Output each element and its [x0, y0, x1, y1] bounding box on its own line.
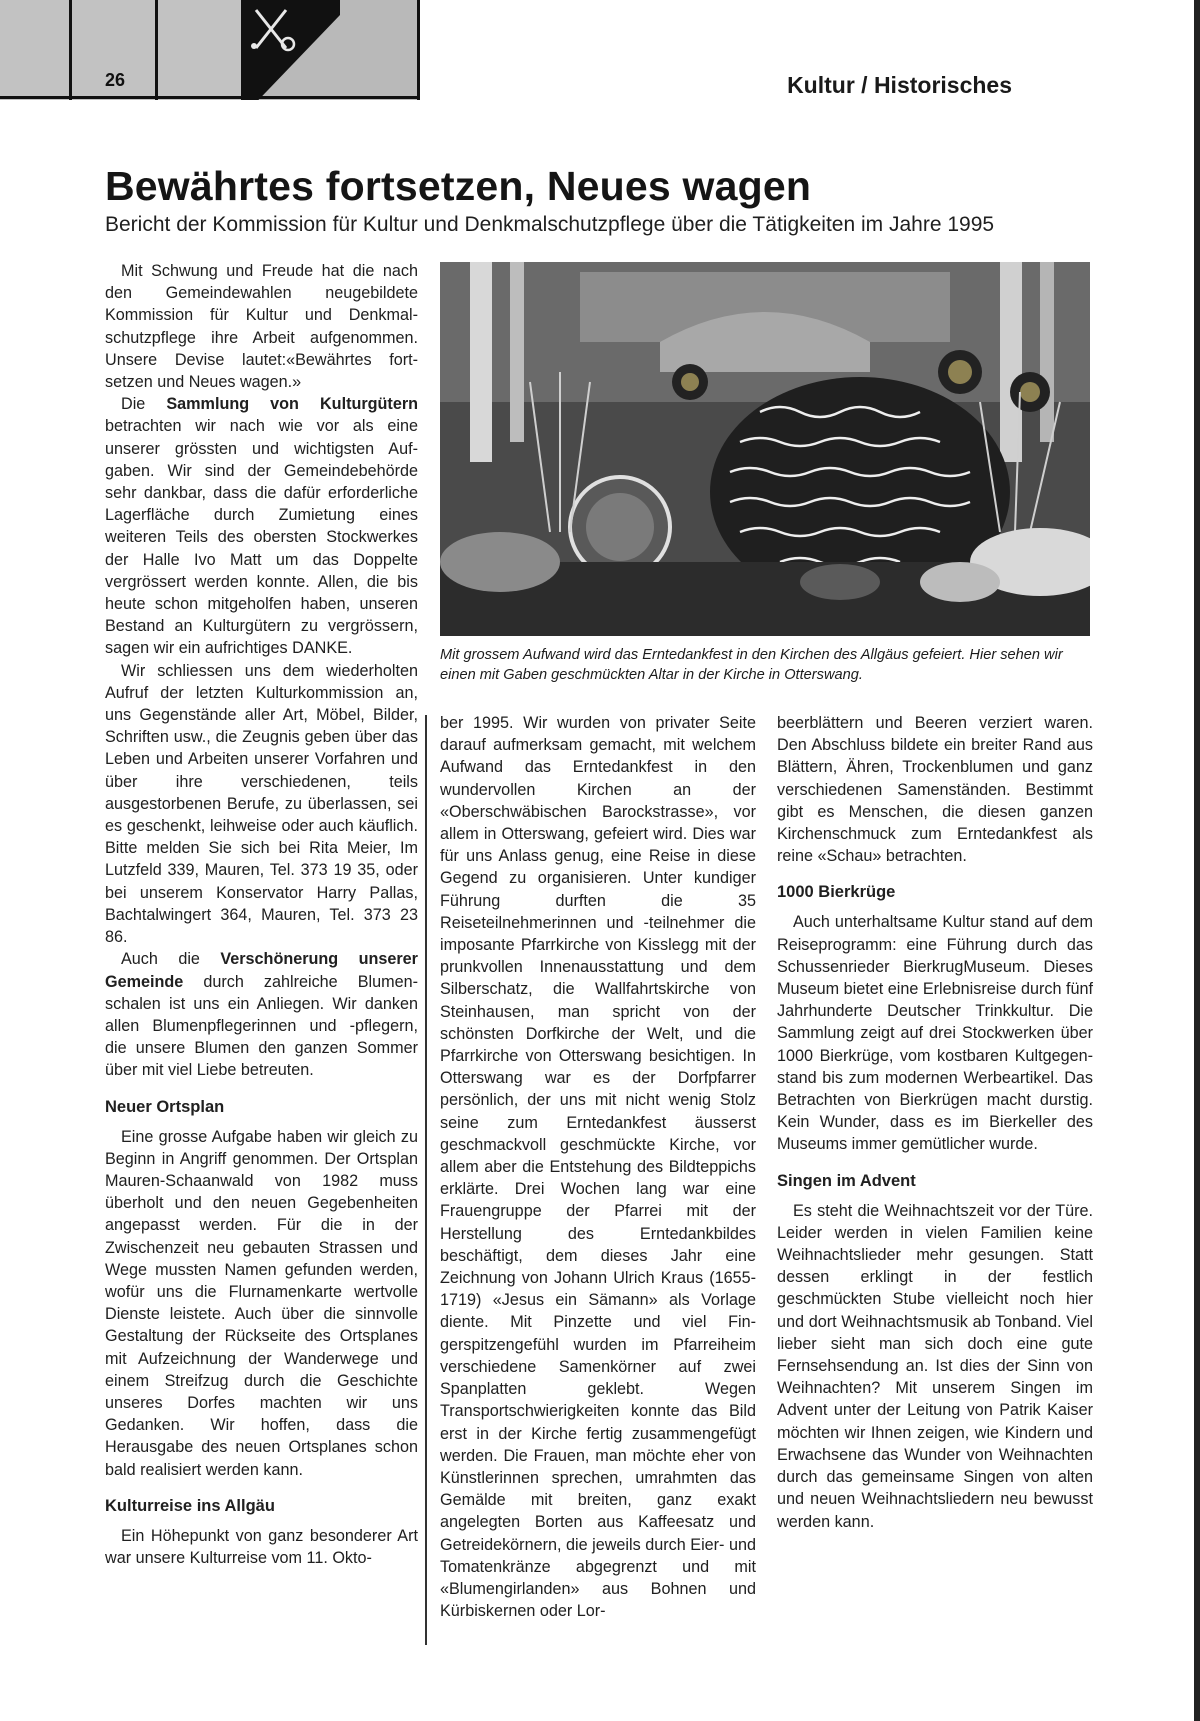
header-cell	[158, 0, 244, 100]
paragraph: Die Sammlung von Kulturgütern betrachten wir nach wie vor als eine unserer grössten und wichtigsten Aufgaben. Wir sind der Gemeindebehörde sehr dankbar, dass die dafür erforderliche Lagerfläche durch Zumietung eines weiteren Teils des obersten Stockwerkes der Halle Ivo Matt um das Doppelte vergrössert werden konnte. Allen, die bis heute schon mitgeholfen haben, unseren Bestand an Kulturgütern zu vergrössern, sagen wir ein aufrichtiges DANKE.	[105, 395, 419, 658]
paragraph: Wir schliessen uns dem wiederholten Aufruf der letzten Kulturkommission an, uns Gegenstände aller Art, Möbel, Bilder, Schriften usw., die Zeugnis geben über das Leben und Arbeiten unserer Vorfahren und über ihre verschiedenen, teils ausgestorbenen Berufe, zu überlassen, sei es geschenkt, leihweise oder auch käuflich. Bitte melden Sie sich bei Rita Meier, Im Lutzfeld 339, Mauren, Tel. 373 19 35, oder bei unserem Konservator Harry Pallas, Bachtalwingert 364, Mauren, Tel. 373 23 86.	[105, 661, 418, 947]
header-cell	[0, 0, 72, 100]
section-heading: Singen im Advent	[777, 1171, 916, 1190]
header-cell	[340, 0, 420, 100]
article-column-1	[105, 260, 418, 1569]
bold-phrase: Verschönerung unserer Gemeinde	[105, 950, 418, 991]
page-frame-edge	[1194, 0, 1200, 1721]
photo-caption: Mit grossem Aufwand wird das Erntedankfest in den Kirchen des Allgäus gefeiert. Hier sehen wir einen mit Gaben geschmückten Altar in der Kirche in Otterswang.	[440, 647, 1063, 683]
harvest-altar-photo	[440, 262, 1090, 636]
paragraph: Mit Schwung und Freude hat die nach den Gemeindewahlen neugebildete Kommission für Kultur und Denkmalschutzpflege ihre Arbeit aufgenommen. Unsere Devise lautet:«Bewährtes fortsetzen und Neues wagen.»	[105, 262, 418, 392]
paragraph: Auch die Verschönerung unserer Gemeinde durch zahlreiche Blumenschalen ist uns ein Anliegen. Wir danken allen Blumenpflegerinnen und -pflegern, die unsere Blumen den ganzen Sommer über mit viel Liebe betreuten.	[105, 950, 418, 1080]
paragraph: Ein Höhepunkt von ganz besonderer Art war unsere Kulturreise vom 11. Okto-	[105, 1526, 418, 1567]
crossed-keys-emblem-icon	[244, 0, 340, 100]
paragraph: Es steht die Weihnachtszeit vor der Türe. Leider werden in vielen Familien keine Weihnachtslieder mehr gesungen. Statt dessen erklingt in der festlich geschmückten Stube vielleicht noch hier und dort Weihnachtsmusik ab Tonband. Viel lieber sieht man sich doch eine gute Fernsehsendung an. Ist dies der Sinn von Weihnachten? Mit unserem Singen im Advent unter der Leitung von Patrik Kaiser möchten wir Ihnen zeigen, wie Kindern und Erwachsene das Wunder von Weihnachten durch das gemeinsame Singen von alten und neuen Weihnachtsliedern neu bewusst werden kann.	[777, 1201, 1093, 1531]
bold-phrase: Sammlung von Kulturgütern	[166, 395, 419, 414]
paragraph: beerblättern und Beeren verziert waren. Den Abschluss bildete ein breiter Rand aus Blättern, Ähren, Trockenblumen und ganz verschiedenen Samenständen. Bestimmt gibt es Menschen, die diesen ganzen Kirchenschmuck zum Erntedankfest als reine «Schau» betrachten.	[777, 714, 1093, 866]
article-subtitle: Bericht der Kommission für Kultur und Denkmalschutzpflege über die Tätigkeiten im Jahre 1995	[105, 213, 995, 236]
page-number: 26	[105, 70, 126, 90]
section-heading: 1000 Bierkrüge	[777, 883, 896, 902]
column-divider	[425, 715, 427, 1645]
paragraph: Auch unterhaltsame Kultur stand auf dem Reiseprogramm: eine Führung durch das Schussenrieder BierkrugMuseum. Dieses Museum bietet eine Erlebnisreise durch fünf Jahrhunderte Deutscher Trinkkultur. Die Sammlung zeigt auf drei Stockwerken über 1000 Bierkrüge, vom kostbaren Kultgegenstand bis zum modernen Werbeartikel. Das Betrachten von Bierkrügen macht durstig. Kein Wunder, dass es im Bierkeller des Museums immer gemütlicher wurde.	[777, 913, 1093, 1154]
section-heading: Neuer Ortsplan	[105, 1097, 225, 1116]
paragraph: ber 1995. Wir wurden von privater Seite darauf aufmerksam gemacht, mit welchem Aufwand das Erntedankfest in den wundervollen Kirchen an der «Oberschwäbischen Barockstrasse», vor allem in Otterswang, gefeiert wird. Dies war für uns Anlass genug, eine Reise in diese Gegend zu organisieren. Unter kundiger Führung durften die 35 Reiseteilnehmerinnen und -teilnehmer die imposante Pfarrkirche von Kisslegg mit der prunkvollen Innenausstattung und dem Silberschatz, die Wallfahrtskirche von Steinhausen, man spricht von der schönsten Dorfkirche der Welt, und die Pfarrkirche von Otterswang besichtigen. In Otterswang war es der Dorfpfarrer persönlich, der uns mit nicht wenig Stolz seine zum Erntedankfest äusserst geschmackvoll geschmückte Kirche, vor allem aber die Entstehung des Bildteppichs erklärte. Drei Wochen lang war eine Frauengruppe der Pfarrei mit der Herstellung des Erntedankbildes beschäftigt, dem dieses Jahr eine Zeichnung von Johann Ulrich Kraus (1655-1719) «Jesus ein Sämann» als Vorlage diente. Mit Pinzette und viel Fingerspitzengefühl wurden im Pfarreiheim verschiedene Samenkörner auf zwei Spanplatten geklebt. Wegen Transportschwierigkeiten konnte das Bild erst in der Kirche fertig zusammengefügt werden. Die Frauen, man möchte eher von Künstlerinnen sprechen, umrahmten das Gemälde mit breiten, ganz exakt angelegten Borten aus Kaffeesatz und Getreidekörnern, die jeweils durch Eier- und Tomatenkränze abgegrenzt und mit «Blumengirlanden» aus Bohnen und Kürbiskernen oder Lor-	[440, 714, 756, 1621]
article-column-3	[777, 712, 1093, 1533]
article-title: Bewährtes fortsetzen, Neues wagen	[105, 163, 812, 209]
section-title: Kultur / Historisches	[787, 72, 1012, 98]
article-column-2	[440, 712, 756, 1622]
section-heading: Kulturreise ins Allgäu	[105, 1496, 275, 1515]
paragraph: Eine grosse Aufgabe haben wir gleich zu Beginn in Angriff genommen. Der Ortsplan Mauren-Schaanwald von 1982 muss überholt und den neuen Gegebenheiten angepasst werden. Für die in der Zwischenzeit neu gebauten Strassen und Wege mussten Namen gefunden werden, wofür uns die Flurnamenkarte wertvolle Dienste leistete. Auch über die sinnvolle Gestaltung der Rückseite des Ortsplanes mit Aufzeichnung der Wanderwege und einem Streifzug durch die Geschichte unseres Dorfes machten wir uns Gedanken. Wir hoffen, dass die Herausgabe des neuen Ortsplanes schon bald realisiert werden kann.	[105, 1127, 418, 1479]
